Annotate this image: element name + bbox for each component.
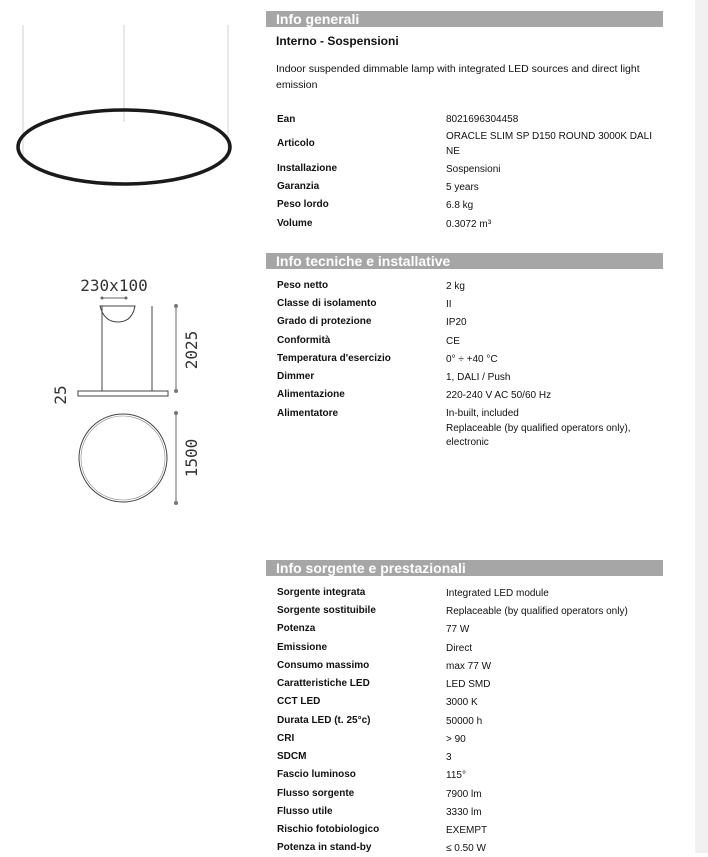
spec-value: 115° xyxy=(446,770,466,781)
spec-label: Caratteristiche LED xyxy=(277,678,370,689)
spec-value: 50000 h xyxy=(446,716,483,727)
spec-label: Volume xyxy=(277,218,313,229)
spec-value: Integrated LED module xyxy=(446,588,549,599)
spec-label: Flusso utile xyxy=(277,806,333,817)
spec-value: 1, DALI / Push xyxy=(446,372,511,383)
spec-value: 6.8 kg xyxy=(446,200,474,211)
spec-label: Alimentazione xyxy=(277,389,345,400)
spec-value: IP20 xyxy=(446,317,467,328)
spec-label: Peso netto xyxy=(277,280,329,291)
spec-value: In-built, included Replaceable (by qualified operators only), electronic xyxy=(446,408,631,448)
spec-value: max 77 W xyxy=(446,661,492,672)
spec-label: Potenza xyxy=(277,623,316,634)
spec-label: CRI xyxy=(277,733,295,744)
spec-label: Temperatura d'esercizio xyxy=(277,353,391,364)
spec-value: 0° ÷ +40 °C xyxy=(446,354,498,365)
ring-top-view xyxy=(79,414,167,502)
spec-label: Conformità xyxy=(277,335,331,346)
spec-label: Flusso sorgente xyxy=(277,788,355,799)
canopy-dimension-label: 230x100 xyxy=(80,276,148,295)
product-image xyxy=(10,20,240,195)
section-header-source: Info sorgente e prestazionali xyxy=(266,560,663,576)
spec-label: Sorgente integrata xyxy=(277,587,366,598)
spec-value: 8021696304458 xyxy=(446,114,519,125)
spec-value: 3 xyxy=(446,752,452,763)
product-description: Indoor suspended dimmable lamp with integrated LED sources and direct light emission xyxy=(276,63,640,91)
spec-label: Garanzia xyxy=(277,181,320,192)
technical-drawing xyxy=(40,270,230,515)
spec-label: Sorgente sostituibile xyxy=(277,605,376,616)
diameter-dimension-label: 1500 xyxy=(182,438,201,478)
spec-value: LED SMD xyxy=(446,679,491,690)
spec-label: Alimentatore xyxy=(277,408,339,419)
spec-label: CCT LED xyxy=(277,696,321,707)
spec-label: Durata LED (t. 25°c) xyxy=(277,715,371,726)
spec-label: Ean xyxy=(277,114,296,125)
spec-label: Fascio luminoso xyxy=(277,769,356,780)
spec-label: Grado di protezione xyxy=(277,316,372,327)
canopy-shape xyxy=(100,306,135,322)
spec-value: > 90 xyxy=(446,734,466,745)
spec-value: 5 years xyxy=(446,182,479,193)
spec-value: ORACLE SLIM SP D150 ROUND 3000K DALI NE xyxy=(446,131,653,157)
spec-value: ≤ 0.50 W xyxy=(446,843,486,854)
spec-value: Sospensioni xyxy=(446,164,501,175)
spec-value: 0.3072 m³ xyxy=(446,219,492,230)
spec-value: 3000 K xyxy=(446,697,478,708)
section-header-general: Info generali xyxy=(266,11,663,27)
spec-value: 2 kg xyxy=(446,281,465,292)
scrollbar-track[interactable] xyxy=(695,0,708,853)
spec-label: Rischio fotobiologico xyxy=(277,824,380,835)
spec-value: 220-240 V AC 50/60 Hz xyxy=(446,390,552,401)
spec-value: CE xyxy=(446,336,460,347)
spec-value: 7900 lm xyxy=(446,789,482,800)
spec-label: Articolo xyxy=(277,138,315,149)
spec-value: 77 W xyxy=(446,624,470,635)
spec-value: Direct xyxy=(446,643,473,654)
spec-value: II xyxy=(446,299,452,310)
height-dimension-label: 2025 xyxy=(182,330,201,370)
spec-value: EXEMPT xyxy=(446,825,488,836)
ring-side-view xyxy=(78,391,168,396)
spec-label: Classe di isolamento xyxy=(277,298,377,309)
spec-value: Replaceable (by qualified operators only) xyxy=(446,606,628,617)
spec-label: Consumo massimo xyxy=(277,660,370,671)
spec-value: 3330 lm xyxy=(446,807,482,818)
category-subtitle: Interno - Sospensioni xyxy=(276,34,399,48)
spec-label: Peso lordo xyxy=(277,199,329,210)
spec-label: Dimmer xyxy=(277,371,315,382)
spec-label: Emissione xyxy=(277,642,328,653)
spec-label: SDCM xyxy=(277,751,307,762)
spec-label: Installazione xyxy=(277,163,338,174)
spec-label: Potenza in stand-by xyxy=(277,842,372,853)
thickness-dimension-label: 25 xyxy=(51,385,70,405)
section-header-technical: Info tecniche e installative xyxy=(266,253,663,269)
